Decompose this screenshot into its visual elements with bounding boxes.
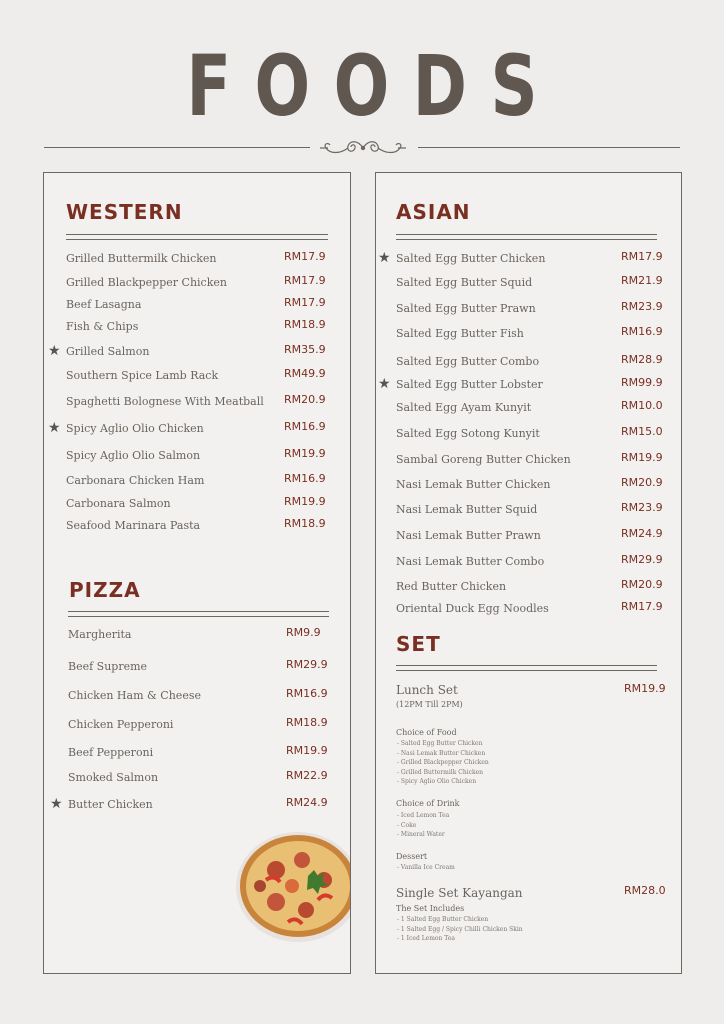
pizza-item-price: RM18.9 — [286, 716, 328, 729]
western-heading: WESTERN — [66, 200, 183, 224]
header-rule-right — [418, 147, 680, 148]
asian-item-price: RM28.9 — [621, 353, 663, 366]
western-item-price: RM16.9 — [284, 472, 326, 485]
asian-item-name: Salted Egg Butter Fish — [396, 327, 524, 340]
lunch-set-price: RM19.9 — [624, 682, 666, 695]
asian-item-price: RM17.9 — [621, 250, 663, 263]
asian-item-price: RM15.0 — [621, 425, 663, 438]
asian-item-name: Salted Egg Butter Combo — [396, 355, 540, 368]
western-item-name: Spaghetti Bolognese With Meatball — [66, 395, 264, 408]
asian-item-price: RM24.9 — [621, 527, 663, 540]
set-heading: SET — [396, 632, 441, 656]
asian-item-name: Salted Egg Butter Prawn — [396, 302, 536, 315]
western-item-price: RM17.9 — [284, 274, 326, 287]
pizza-item-name: Smoked Salmon — [68, 771, 159, 784]
flourish-divider-icon — [318, 138, 408, 158]
western-item-price: RM16.9 — [284, 420, 326, 433]
asian-item-price: RM99.9 — [621, 376, 663, 389]
set-include-item: - 1 Iced Lemon Tea — [397, 935, 455, 943]
asian-heading: ASIAN — [396, 200, 471, 224]
western-item-name: Beef Lasagna — [66, 298, 142, 311]
western-item-price: RM19.9 — [284, 447, 326, 460]
pizza-item-price: RM22.9 — [286, 769, 328, 782]
food-option: - Nasi Lemak Butter Chicken — [397, 749, 486, 757]
pizza-item-name: Butter Chicken — [68, 798, 153, 811]
asian-item-name: Oriental Duck Egg Noodles — [396, 602, 549, 615]
star-icon: ★ — [50, 796, 63, 812]
western-item-price: RM17.9 — [284, 296, 326, 309]
choice-of-food-title: Choice of Food — [396, 728, 457, 737]
western-item-name: Grilled Salmon — [66, 345, 150, 358]
choice-of-drink-title: Choice of Drink — [396, 799, 460, 808]
food-option: - Grilled Buttermilk Chicken — [397, 768, 484, 776]
lunch-set-name: Lunch Set — [396, 683, 458, 697]
lunch-set-time: (12PM Till 2PM) — [396, 700, 463, 709]
asian-item-price: RM23.9 — [621, 300, 663, 313]
asian-item-name: Nasi Lemak Butter Chicken — [396, 478, 551, 491]
asian-item-name: Salted Egg Ayam Kunyit — [396, 401, 532, 414]
star-icon: ★ — [48, 420, 61, 436]
western-item-name: Spicy Aglio Olio Chicken — [66, 422, 204, 435]
western-item-price: RM17.9 — [284, 250, 326, 263]
star-icon: ★ — [378, 376, 391, 392]
western-item-name: Grilled Blackpepper Chicken — [66, 276, 227, 289]
drink-option: - Iced Lemon Tea — [397, 812, 450, 819]
western-item-name: Carbonara Chicken Ham — [66, 474, 205, 487]
asian-item-name: Salted Egg Sotong Kunyit — [396, 427, 540, 440]
star-icon: ★ — [48, 343, 61, 359]
asian-item-price: RM20.9 — [621, 476, 663, 489]
food-option: - Salted Egg Butter Chicken — [397, 740, 483, 747]
asian-item-name: Salted Egg Butter Chicken — [396, 252, 546, 265]
asian-item-price: RM21.9 — [621, 274, 663, 287]
asian-item-price: RM10.0 — [621, 399, 663, 412]
western-item-name: Seafood Marinara Pasta — [66, 519, 201, 532]
western-item-price: RM19.9 — [284, 495, 326, 508]
set-include-item: - 1 Salted Egg Butter Chicken — [397, 916, 489, 923]
asian-item-name: Red Butter Chicken — [396, 580, 507, 593]
pizza-photo — [236, 830, 350, 946]
page-title: FOODS — [186, 37, 562, 135]
western-item-name: Spicy Aglio Olio Salmon — [66, 449, 201, 462]
header-rule-left — [44, 147, 310, 148]
asian-heading-rule — [396, 234, 657, 240]
asian-item-name: Nasi Lemak Butter Squid — [396, 503, 538, 516]
pizza-item-price: RM16.9 — [286, 687, 328, 700]
pizza-heading-rule — [68, 611, 329, 617]
pizza-item-name: Chicken Ham & Cheese — [68, 689, 201, 702]
set-include-item: - 1 Salted Egg / Spicy Chilli Chicken Skin — [397, 925, 523, 933]
pizza-item-price: RM9.9 — [286, 626, 321, 639]
kayangan-set-price: RM28.0 — [624, 884, 666, 897]
asian-item-price: RM19.9 — [621, 451, 663, 464]
kayangan-set-name: Single Set Kayangan — [396, 886, 523, 900]
western-item-price: RM35.9 — [284, 343, 326, 356]
western-item-name: Southern Spice Lamb Rack — [66, 369, 219, 382]
asian-item-name: Nasi Lemak Butter Prawn — [396, 529, 541, 542]
pizza-item-name: Margherita — [68, 628, 132, 641]
western-item-price: RM18.9 — [284, 517, 326, 530]
pizza-item-name: Beef Pepperoni — [68, 746, 154, 759]
asian-item-name: Salted Egg Butter Lobster — [396, 378, 543, 391]
asian-item-price: RM20.9 — [621, 578, 663, 591]
star-icon: ★ — [378, 250, 391, 266]
set-includes-title: The Set Includes — [396, 904, 465, 913]
western-item-name: Carbonara Salmon — [66, 497, 171, 510]
pizza-item-price: RM29.9 — [286, 658, 328, 671]
food-option: - Spicy Aglio Olio Chicken — [397, 778, 477, 786]
dessert-option: - Vanilla Ice Cream — [397, 864, 455, 871]
dessert-title: Dessert — [396, 852, 428, 861]
set-heading-rule — [396, 665, 657, 671]
drink-option: - Coke — [397, 821, 417, 829]
western-heading-rule — [66, 234, 328, 240]
drink-option: - Mineral Water — [397, 831, 445, 839]
asian-item-price: RM16.9 — [621, 325, 663, 338]
western-item-price: RM18.9 — [284, 318, 326, 331]
pizza-heading: PIZZA — [69, 578, 141, 602]
western-item-name: Fish & Chips — [66, 320, 139, 333]
asian-item-name: Salted Egg Butter Squid — [396, 276, 533, 289]
asian-item-price: RM29.9 — [621, 553, 663, 566]
western-item-price: RM49.9 — [284, 367, 326, 380]
pizza-item-price: RM24.9 — [286, 796, 328, 809]
western-item-price: RM20.9 — [284, 393, 326, 406]
pizza-item-name: Chicken Pepperoni — [68, 718, 174, 731]
asian-item-price: RM23.9 — [621, 501, 663, 514]
asian-item-name: Sambal Goreng Butter Chicken — [396, 453, 571, 466]
asian-item-name: Nasi Lemak Butter Combo — [396, 555, 545, 568]
western-item-name: Grilled Buttermilk Chicken — [66, 252, 217, 265]
food-option: - Grilled Blackpepper Chicken — [397, 759, 489, 767]
pizza-item-price: RM19.9 — [286, 744, 328, 757]
asian-item-price: RM17.9 — [621, 600, 663, 613]
pizza-item-name: Beef Supreme — [68, 660, 148, 673]
